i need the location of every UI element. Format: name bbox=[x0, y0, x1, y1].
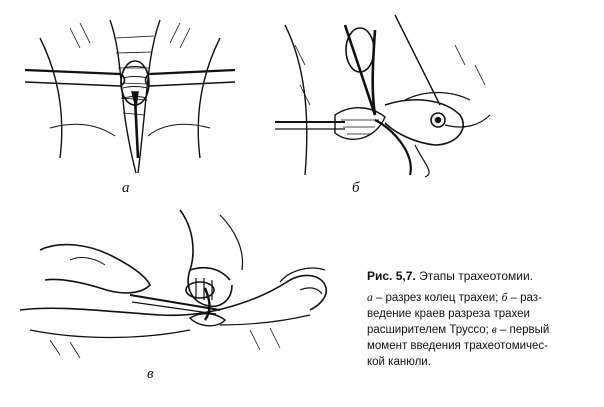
caption-line-3 bbox=[367, 322, 599, 338]
caption-body bbox=[367, 290, 599, 370]
panel-label-c: в bbox=[147, 366, 154, 382]
panel-label-a: а bbox=[122, 180, 130, 196]
caption-mark-c: в bbox=[488, 324, 497, 336]
illustration-b-trousseau-dilator bbox=[275, 5, 505, 180]
caption-line-4: момент введения трахеотомичес- bbox=[367, 340, 549, 352]
caption-line-5: кой канюли. bbox=[367, 356, 431, 368]
caption-text: – первый bbox=[496, 324, 550, 336]
caption-line-1 bbox=[367, 290, 599, 306]
caption-figure-number: Рис. 5,7. bbox=[367, 269, 416, 283]
caption-title-text: Этапы трахеотомии. bbox=[415, 269, 534, 283]
figure-caption bbox=[367, 268, 599, 370]
caption-title bbox=[367, 268, 599, 284]
illustration-a-trachea-incision bbox=[20, 8, 240, 176]
caption-mark-b: б bbox=[501, 292, 508, 304]
caption-text: – разрез колец трахеи; bbox=[372, 292, 502, 304]
panel-label-b: б bbox=[352, 180, 360, 196]
caption-mark-a: а bbox=[367, 292, 373, 304]
caption-text: расширителем Труссо; bbox=[367, 324, 489, 336]
caption-line-2: ведение краев разреза трахеи bbox=[367, 308, 530, 320]
illustration-c-cannula-insertion bbox=[20, 200, 350, 365]
caption-text: – раз- bbox=[507, 292, 542, 304]
